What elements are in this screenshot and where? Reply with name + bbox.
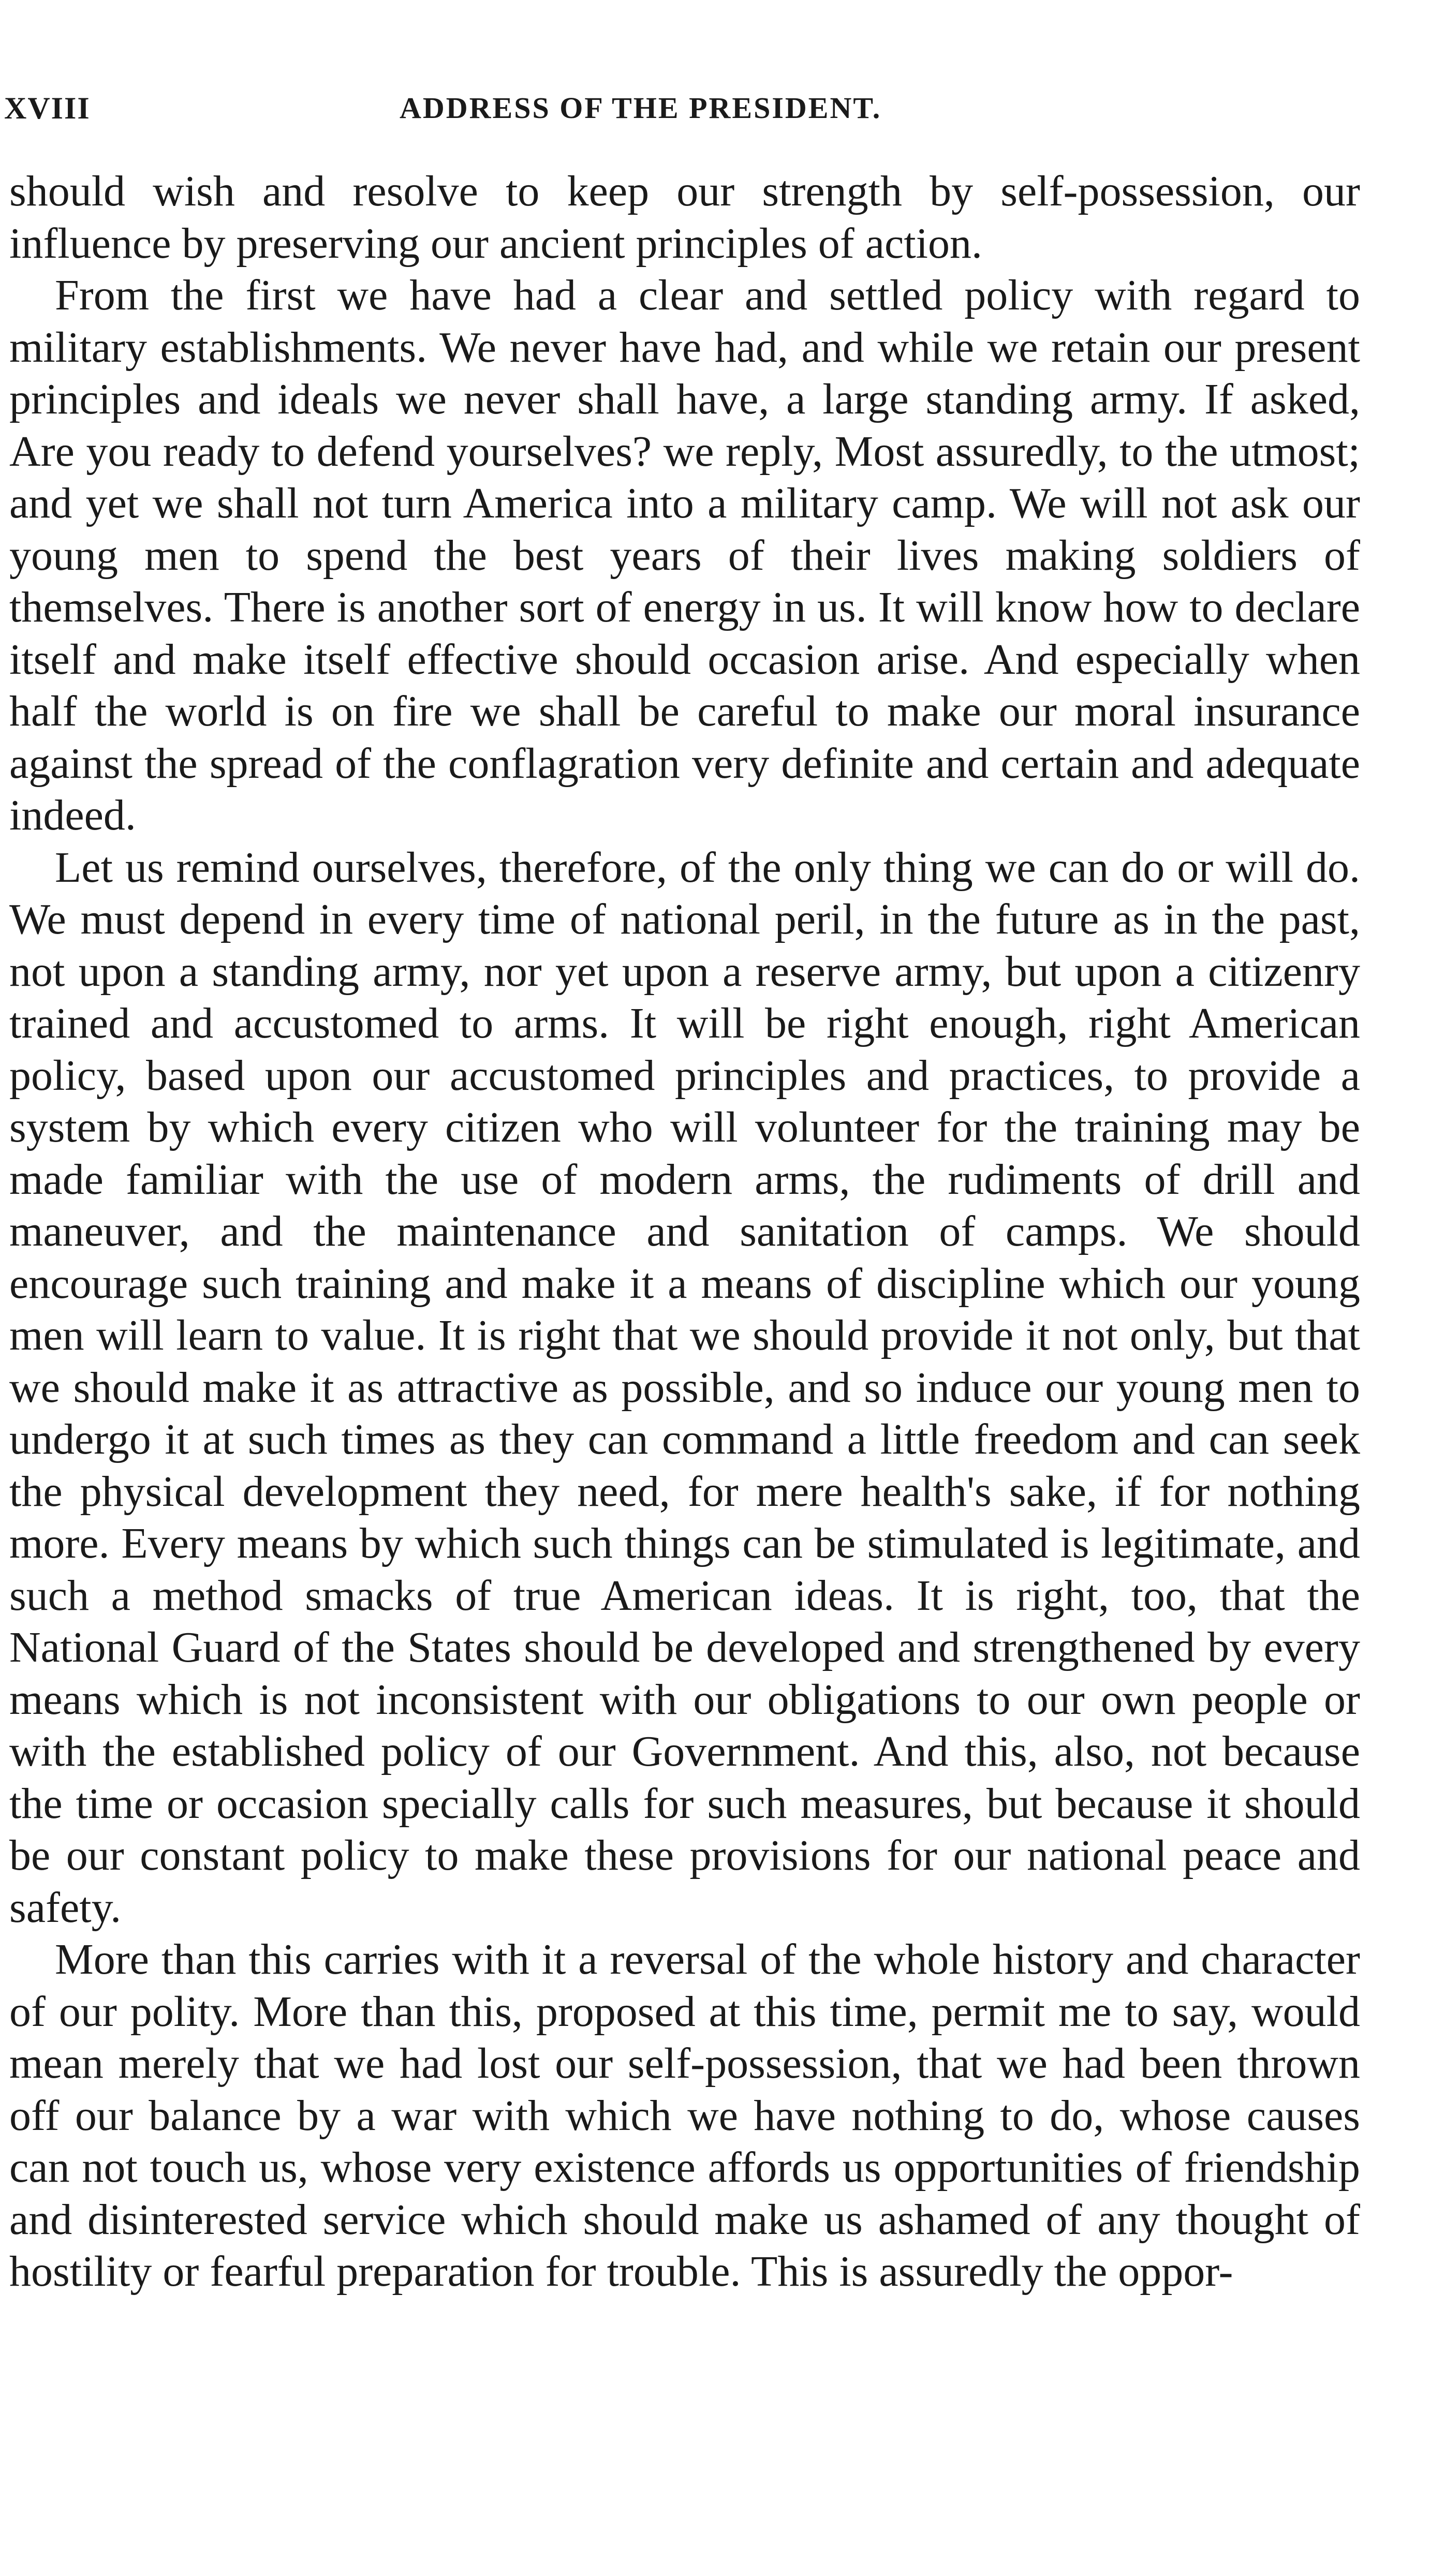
paragraph-military-policy: From the first we have had a clear and settled policy with regard to military establishments. We never have had, and while we retain our present principles and ideals we never shall have, a large standing army. If asked, Are you ready to defend yourselves? we reply, Most assuredly, to the utmost; and yet we shall not turn America into a military camp. We will not ask our young men to spend the best years of their lives making soldiers of themselves. There is another sort of energy in us. It will know how to declare itself and make itself effective should occasion arise. And especially when half the world is on fire we shall be careful to make our moral insurance against the spread of the conflagration very definite and certain and adequate indeed. [9, 271, 1360, 839]
page-number: XVIII [4, 91, 91, 125]
body-text [9, 166, 1360, 2298]
paragraph-reversal-of-polity: More than this carries with it a reversal of the whole history and character of our polity. More than this, proposed at this time, permit me to say, would mean merely that we had lost our self-possession, that we had been thrown off our balance by a war with which we have nothing to do, whose causes can not touch us, whose very existence affords us opportunities of friendship and disinterested service which should make us ashamed of any thought of hostility or fearful preparation for trouble. This is assuredly the oppor- [9, 1935, 1360, 2296]
paragraph-citizenry-trained: Let us remind ourselves, therefore, of the only thing we can do or will do. We must depend in every time of national peril, in the future as in the past, not upon a standing army, nor yet upon a reserve army, but upon a citizenry trained and accustomed to arms. It will be right enough, right American policy, based upon our accustomed principles and practices, to provide a system by which every citizen who will volunteer for the training may be made familiar with the use of modern arms, the rudiments of drill and maneuver, and the maintenance and sanitation of camps. We should encourage such training and make it a means of discipline which our young men will learn to value. It is right that we should provide it not only, but that we should make it as attractive as possible, and so induce our young men to undergo it at such times as they can command a little freedom and can seek the physical development they need, for mere health's sake, if for nothing more. Every means by which such things can be stimulated is legitimate, and such a method smacks of true American ideas. It is right, too, that the National Guard of the States should be developed and strengthened by every means which is not inconsistent with our obligations to our own people or with the established policy of our Government. And this, also, not because the time or occasion specially calls for such measures, but because it should be our constant policy to make these provisions for our national peace and safety. [9, 843, 1360, 1932]
paragraph-continued: should wish and resolve to keep our strength by self-possession, our influence by preserving our ancient principles of action. [9, 167, 1360, 268]
running-head [0, 91, 1430, 132]
running-title: ADDRESS OF THE PRESIDENT. [400, 91, 882, 125]
